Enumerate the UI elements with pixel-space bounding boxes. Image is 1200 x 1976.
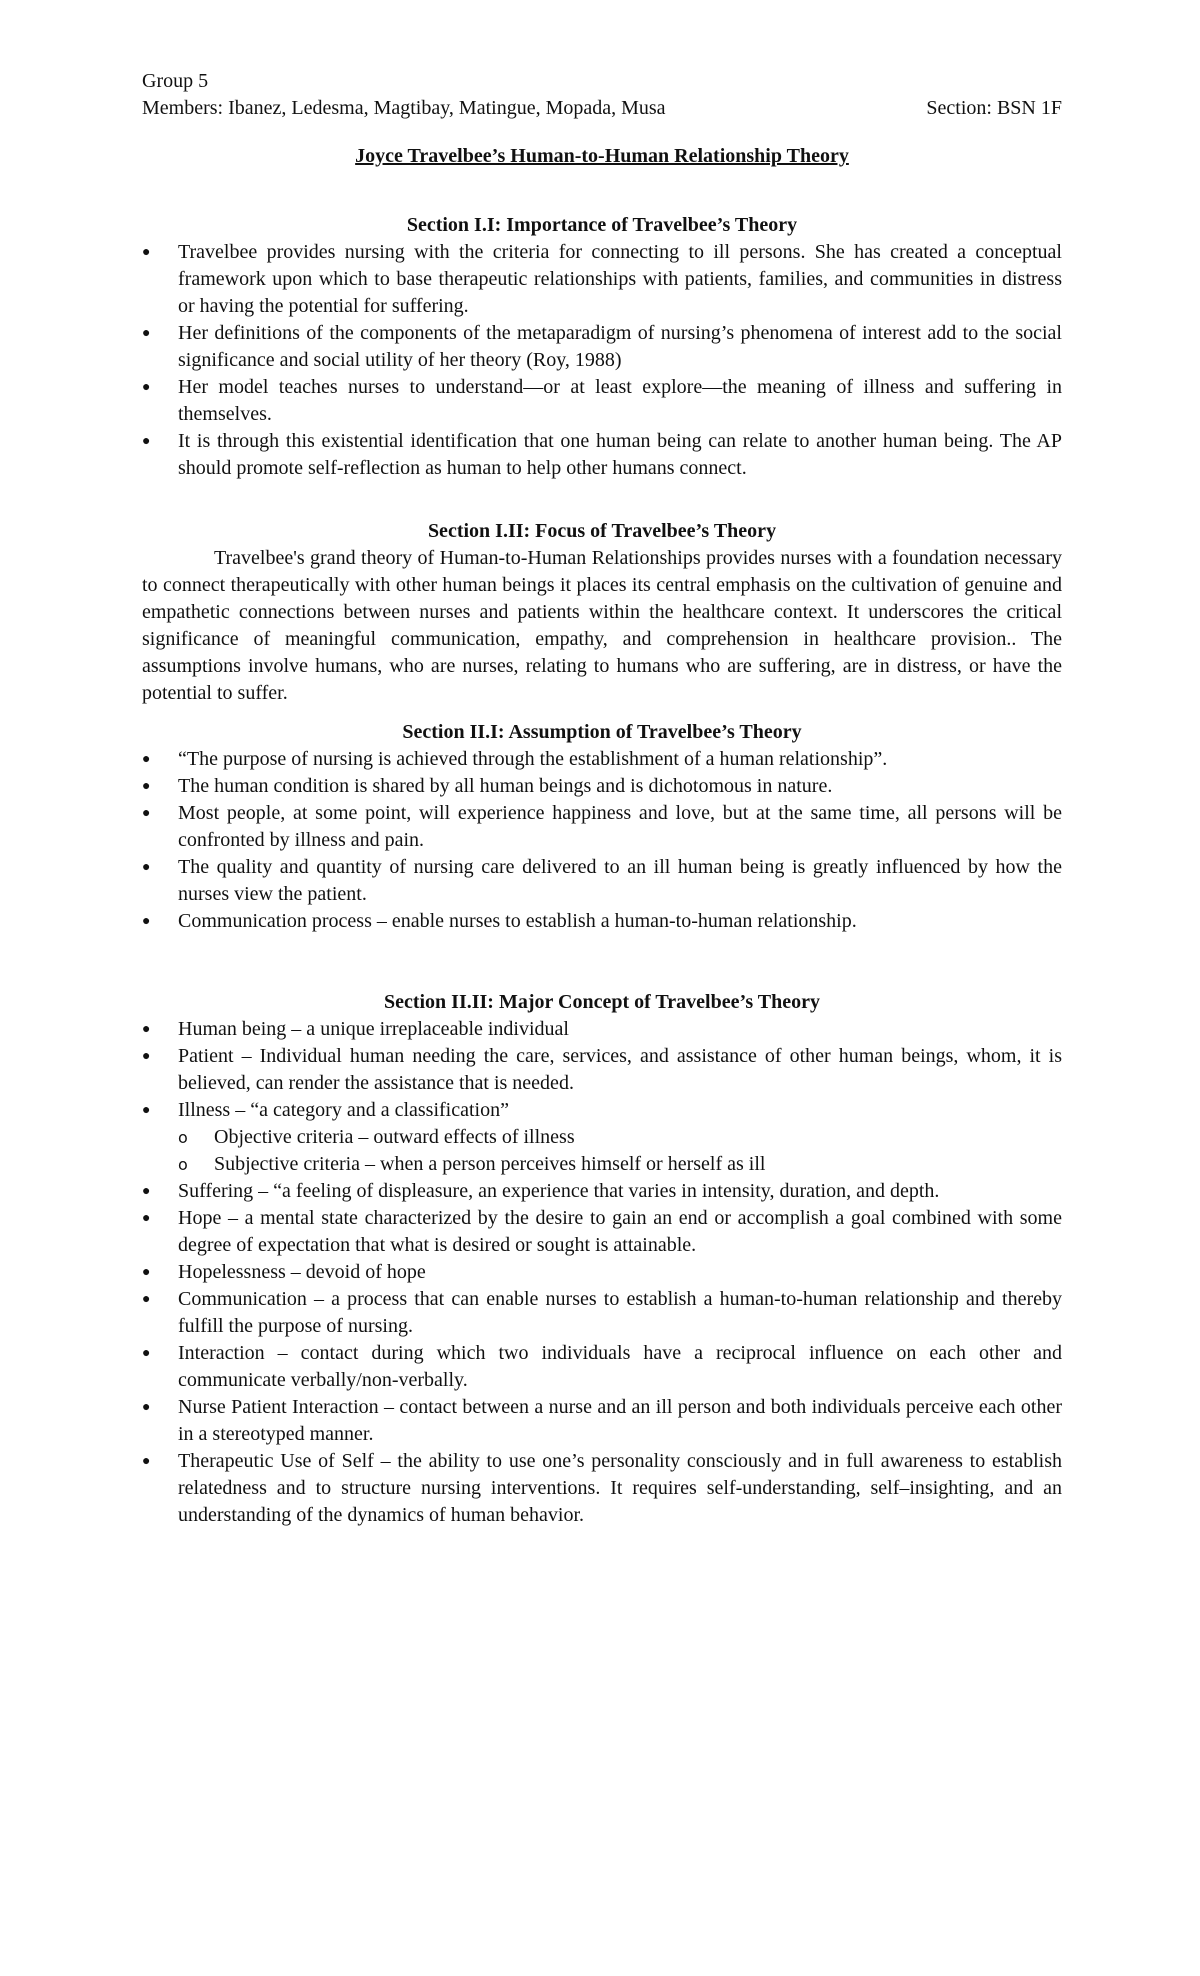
section-heading-focus: Section I.II: Focus of Travelbee’s Theory [427,520,777,542]
illness-sub-list [142,1124,1062,1178]
bullet-icon: ● [142,914,151,929]
bullet-icon: ● [142,860,151,875]
list-item: ● Suffering – “a feeling of displeasure, an experience that varies in intensity, duration, and depth. [142,1178,1062,1205]
list-item: ● Illness – “a category and a classification” [142,1097,1062,1124]
bullet-icon: ● [142,1211,151,1226]
list-item: ● Therapeutic Use of Self – the ability to use one’s personality consciously and in full awareness to establish relatedness and to structure nursing interventions. It requires self-understanding, self–insighting, and an understanding of the dynamics of human behavior. [142,1450,1062,1526]
importance-list [142,239,1062,482]
list-item: ● Hope – a mental state characterized by the desire to gain an end or accomplish a goal combined with some degree of expectation that what is desired or sought is attainable. [142,1207,1062,1256]
group-label: Group 5 [142,70,209,92]
bullet-icon: ● [142,1022,151,1037]
list-item: ● Hopelessness – devoid of hope [142,1259,1062,1286]
list-item: ● The quality and quantity of nursing care delivered to an ill human being is greatly influenced by how the nurses view the patient. [142,856,1062,905]
list-item: ● It is through this existential identification that one human being can relate to another human being. The AP should promote self-reflection as human to help other humans connect. [142,430,1062,479]
list-item: ● Her model teaches nurses to understand—or at least explore—the meaning of illness and suffering in themselves. [142,376,1062,425]
list-item: ● Communication process – enable nurses to establish a human-to-human relationship. [142,908,1062,935]
list-item: ● Her definitions of the components of the metaparadigm of nursing’s phenomena of interest add to the social significance and social utility of her theory (Roy, 1988) [142,322,1062,371]
section-heading-concepts: Section II.II: Major Concept of Travelbee’s Theory [383,991,821,1013]
sub-list-item: o Objective criteria – outward effects of illness [142,1124,1062,1151]
members-label: Members: Ibanez, Ledesma, Magtibay, Matingue, Mopada, Musa [142,97,666,119]
bullet-icon: ● [142,434,151,449]
sub-list-item: o Subjective criteria – when a person perceives himself or herself as ill [142,1151,1062,1178]
bullet-icon: ● [142,380,151,395]
bullet-icon: ● [142,1184,151,1199]
bullet-icon: ● [142,1346,151,1361]
document-page [142,68,1062,1529]
bullet-icon: ● [142,1292,151,1307]
concepts-list [142,1016,1062,1124]
bullet-icon: ● [142,1265,151,1280]
list-item: ● Nurse Patient Interaction – contact between a nurse and an ill person and both individuals perceive each other in a stereotyped manner. [142,1396,1062,1445]
bullet-icon: ● [142,326,151,341]
list-item: ● Communication – a process that can enable nurses to establish a human-to-human relationship and thereby fulfill the purpose of nursing. [142,1288,1062,1337]
bullet-icon: ● [142,1400,151,1415]
document-title: Joyce Travelbee’s Human-to-Human Relationship Theory [355,145,849,167]
header-row [142,95,1062,122]
bullet-icon: ● [142,245,151,260]
list-item: ● Interaction – contact during which two individuals have a reciprocal influence on each other and communicate verbally/non-verbally. [142,1342,1062,1391]
focus-paragraph: Travelbee's grand theory of Human-to-Human Relationships provides nurses with a foundation necessary to connect therapeutically with other human beings it places its central emphasis on the cultivation of genuine and empathetic connections between nurses and patients within the healthcare context. It underscores the critical significance of meaningful communication, empathy, and comprehension in healthcare provision.. The assumptions involve humans, who are nurses, relating to humans who are suffering, are in distress, or have the potential to suffer. [142,547,1062,704]
circle-bullet-icon: o [178,1128,188,1147]
list-item: ● Human being – a unique irreplaceable individual [142,1016,1062,1043]
section-heading-importance: Section I.I: Importance of Travelbee’s Theory [406,214,798,236]
list-item: ● Travelbee provides nursing with the criteria for connecting to ill persons. She has created a conceptual framework upon which to base therapeutic relationships with patients, families, and communities in distress or having the potential for suffering. [142,241,1062,317]
bullet-icon: ● [142,1454,151,1469]
concepts-list-continued [142,1178,1062,1529]
list-item: ● The human condition is shared by all human beings and is dichotomous in nature. [142,773,1062,800]
list-item: ● Most people, at some point, will experience happiness and love, but at the same time, all persons will be confronted by illness and pain. [142,802,1062,851]
section-heading-assumption: Section II.I: Assumption of Travelbee’s Theory [402,721,802,743]
bullet-icon: ● [142,1049,151,1064]
bullet-icon: ● [142,779,151,794]
list-item: ● Patient – Individual human needing the care, services, and assistance of other human beings, whom, it is believed, can render the assistance that is needed. [142,1045,1062,1094]
bullet-icon: ● [142,806,151,821]
assumption-list [142,746,1062,935]
list-item: ● “The purpose of nursing is achieved through the establishment of a human relationship”. [142,746,1062,773]
bullet-icon: ● [142,1103,151,1118]
bullet-icon: ● [142,752,151,767]
section-label: Section: BSN 1F [926,97,1062,119]
circle-bullet-icon: o [178,1155,188,1174]
